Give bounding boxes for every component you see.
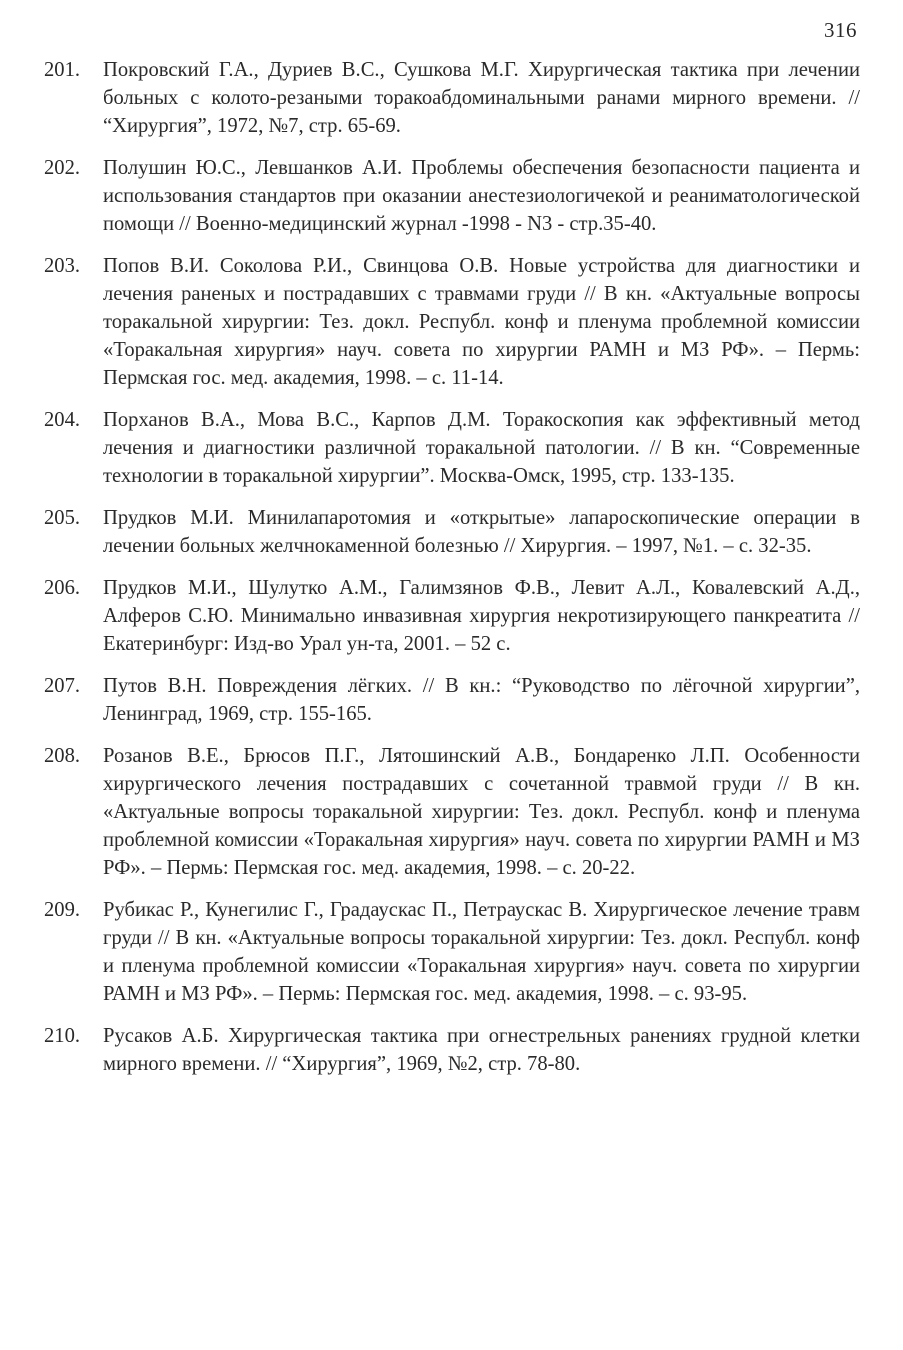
reference-text: Полушин Ю.С., Левшанков А.И. Проблемы обеспечения безопасности пациента и использования стандартов при оказании анестезиологичекой и реаниматологической помощи // Военно-медицинский журнал -1998 - N3 - стр.35-40.	[103, 157, 860, 235]
reference-text: Порханов В.А., Мова В.С., Карпов Д.М. Торакоскопия как эффективный метод лечения и диагностики различной торакальной патологии. // В кн. “Современные технологии в торакальной хирургии”. Москва-Омск, 1995, стр. 133-135.	[103, 409, 860, 487]
reference-text: Покровский Г.А., Дуриев В.С., Сушкова М.Г. Хирургическая тактика при лечении больных с колото-резаными торакоабдоминальными ранами мирного времени. // “Хирургия”, 1972, №7, стр. 65-69.	[103, 59, 860, 137]
reference-number: 208.	[44, 745, 81, 767]
reference-number: 201.	[44, 59, 81, 81]
reference-text: Прудков М.И., Шулутко А.М., Галимзянов Ф.В., Левит А.Л., Ковалевский А.Д., Алферов С.Ю. Минимально инвазивная хирургия некротизирующего панкреатита // Екатеринбург: Изд-во Урал ун-та, 2001. – 52 с.	[103, 577, 860, 655]
reference-text: Путов В.Н. Повреждения лёгких. // В кн.: “Руководство по лёгочной хирургии”, Ленинград, 1969, стр. 155-165.	[103, 675, 860, 725]
reference-text: Русаков А.Б. Хирургическая тактика при огнестрельных ранениях грудной клетки мирного времени. // “Хирургия”, 1969, №2, стр. 78-80.	[103, 1025, 860, 1075]
reference-item	[44, 742, 860, 882]
reference-number: 209.	[44, 899, 81, 921]
reference-text: Рубикас Р., Кунегилис Г., Градаускас П., Петраускас В. Хирургическое лечение травм груди // В кн. «Актуальные вопросы торакальной хирургии: Тез. докл. Республ. конф и пленума проблемной комиссии «Торакальная хирургия» науч. совета по хирургии РАМН и МЗ РФ». – Пермь: Пермская гос. мед. академия, 1998. – с. 93-95.	[103, 899, 860, 1005]
reference-text: Розанов В.Е., Брюсов П.Г., Лятошинский А.В., Бондаренко Л.П. Особенности хирургического лечения пострадавших с сочетанной травмой груди // В кн. «Актуальные вопросы торакальной хирургии: Тез. докл. Республ. конф и пленума проблемной комиссии «Торакальная хирургия» науч. совета по хирургии РАМН и МЗ РФ». – Пермь: Пермская гос. мед. академия, 1998. – с. 20-22.	[103, 745, 860, 879]
reference-item	[44, 252, 860, 392]
reference-item	[44, 672, 860, 728]
reference-item	[44, 56, 860, 140]
reference-item	[44, 1022, 860, 1078]
reference-number: 206.	[44, 577, 81, 599]
reference-item	[44, 504, 860, 560]
reference-item	[44, 896, 860, 1008]
reference-number: 204.	[44, 409, 81, 431]
page-number: 316	[824, 18, 857, 42]
reference-number: 205.	[44, 507, 81, 529]
reference-item	[44, 574, 860, 658]
reference-number: 210.	[44, 1025, 81, 1047]
reference-number: 202.	[44, 157, 81, 179]
reference-text: Прудков М.И. Минилапаротомия и «открытые» лапароскопические операции в лечении больных желчнокаменной болезнью // Хирургия. – 1997, №1. – с. 32-35.	[103, 507, 860, 557]
reference-number: 203.	[44, 255, 81, 277]
reference-text: Попов В.И. Соколова Р.И., Свинцова О.В. Новые устройства для диагностики и лечения раненых и пострадавших с травмами груди // В кн. «Актуальные вопросы торакальной хирургии: Тез. докл. Республ. конф и пленума проблемной комиссии «Торакальная хирургия» науч. совета по хирургии РАМН и МЗ РФ». – Пермь: Пермская гос. мед. академия, 1998. – с. 11-14.	[103, 255, 860, 389]
reference-item	[44, 154, 860, 238]
reference-item	[44, 406, 860, 490]
reference-number: 207.	[44, 675, 81, 697]
reference-list	[44, 56, 860, 1092]
